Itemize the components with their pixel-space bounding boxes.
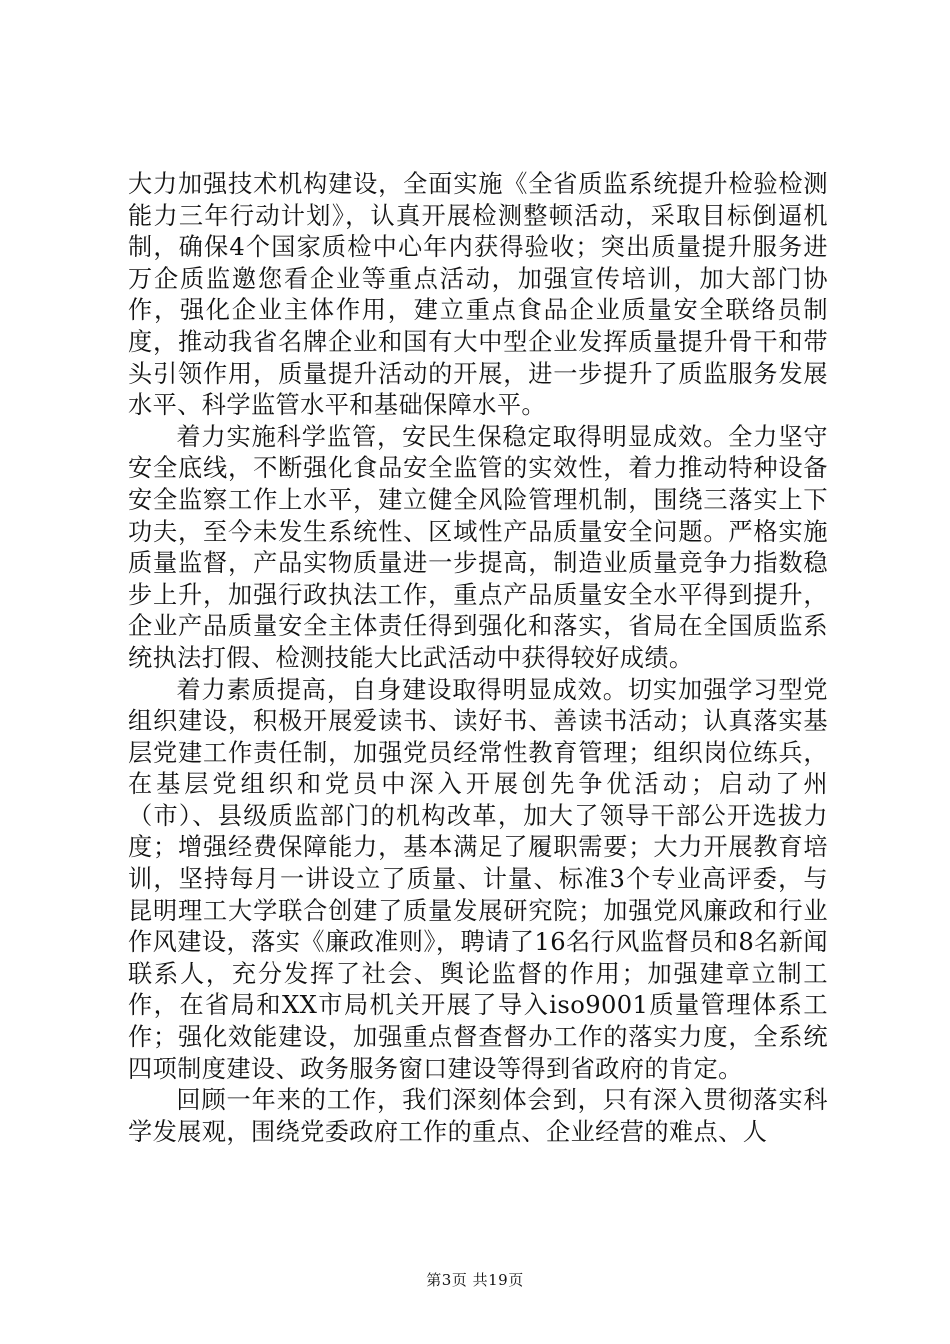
paragraph-technical-institutions: 大力加强技术机构建设，全面实施《全省质监系统提升检验检测能力三年行动计划》，认真开展检测整顿活动，采取目标倒逼机制，确保4个国家质检中心年内获得验收；突出质量提升服务进万企质监邀您看企业等重点活动，加强宣传培训，加大部门协作，强化企业主体作用，建立重点食品企业质量安全联络员制度，推动我省名牌企业和国有大中型企业发挥质量提升骨干和带头引领作用，质量提升活动的开展，进一步提升了质监服务发展水平、科学监管水平和基础保障水平。 (128, 170, 828, 420)
paragraph-scientific-supervision: 着力实施科学监管，安民生保稳定取得明显成效。全力坚守安全底线，不断强化食品安全监管的实效性，着力推动特种设备安全监察工作上水平，建立健全风险管理机制，围绕三落实上下功夫，至今未发生系统性、区域性产品质量安全问题。严格实施质量监督，产品实物质量进一步提高，制造业质量竞争力指数稳步上升，加强行政执法工作，重点产品质量安全水平得到提升，企业产品质量安全主体责任得到强化和落实，省局在全国质监系统执法打假、检测技能大比武活动中获得较好成绩。 (128, 422, 828, 672)
page-number-footer: 第3页 共19页 (426, 1271, 524, 1289)
paragraph-self-construction: 着力素质提高，自身建设取得明显成效。切实加强学习型党组织建设，积极开展爱读书、读好书、善读书活动；认真落实基层党建工作责任制，加强党员经常性教育管理；组织岗位练兵，在基层党组织和党员中深入开展创先争优活动；启动了州（市）、县级质监部门的机构改革，加大了领导干部公开选拔力度；增强经费保障能力，基本满足了履职需要；大力开展教育培训，坚持每月一讲设立了质量、计量、标准3个专业高评委，与昆明理工大学联合创建了质量发展研究院；加强党风廉政和行业作风建设，落实《廉政准则》，聘请了16名行风监督员和8名新闻联系人，充分发挥了社会、舆论监督的作用；加强建章立制工作，在省局和XX市局机关开展了导入iso9001质量管理体系工作；强化效能建设，加强重点督查督办工作的落实力度，全系统四项制度建设、政务服务窗口建设等得到省政府的肯定。 (128, 675, 828, 1083)
paragraph-review: 回顾一年来的工作，我们深刻体会到，只有深入贯彻落实科学发展观，围绕党委政府工作的重点、企业经营的难点、人 (128, 1086, 828, 1146)
document-body (128, 169, 828, 1148)
